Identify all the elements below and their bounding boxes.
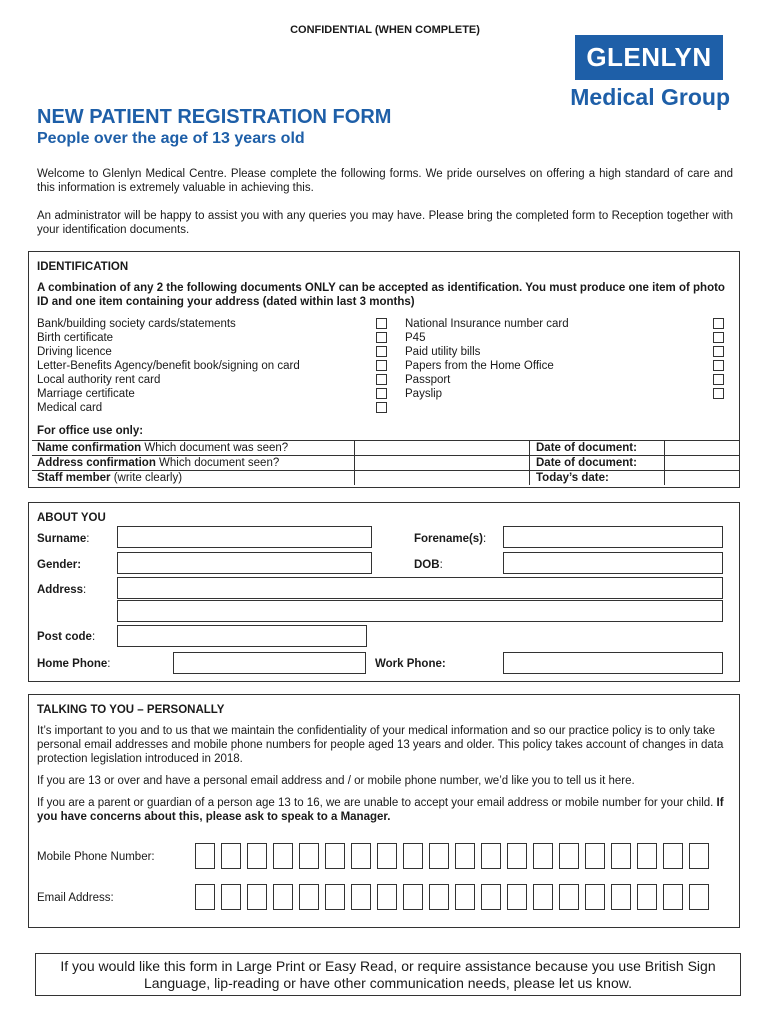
staff-member-hint: (write clearly) — [110, 472, 183, 484]
character-cell[interactable] — [247, 884, 267, 910]
medical-group-logo-text: Medical Group — [570, 84, 730, 110]
character-cell[interactable] — [429, 884, 449, 910]
character-cell[interactable] — [507, 843, 527, 869]
character-cell[interactable] — [455, 884, 475, 910]
postcode-label: Post code: — [37, 631, 96, 643]
date-of-document-label-1: Date of document: — [536, 442, 637, 454]
todays-date-label: Today’s date: — [536, 472, 609, 484]
work-phone-input[interactable] — [503, 652, 723, 674]
character-cell[interactable] — [559, 843, 579, 869]
character-cell[interactable] — [637, 843, 657, 869]
checkbox-home-office-papers[interactable] — [713, 360, 724, 371]
doc-item: Payslip — [405, 388, 443, 400]
dob-input[interactable] — [503, 552, 723, 574]
date-of-document-label-2: Date of document: — [536, 457, 637, 469]
doc-item: Local authority rent card — [37, 374, 161, 386]
character-cell[interactable] — [247, 843, 267, 869]
talking-paragraph-3: If you are a parent or guardian of a person age 13 to 16, we are unable to accept your email address or mobile number for your child. If you have concerns about this, please ask to speak to a Manager. — [37, 797, 724, 823]
checkbox-driving-licence[interactable] — [376, 346, 387, 357]
talking-paragraph-1: It’s important to you and to us that we maintain the confidentiality of your medical information and so our practice policy is to only take personal email addresses and mobile phone numbers for people aged 13 years and older. This policy takes account of changes in data protection legislation introduced in 2018. — [37, 725, 724, 765]
character-cell[interactable] — [325, 843, 345, 869]
character-cell[interactable] — [221, 884, 241, 910]
character-cell[interactable] — [273, 884, 293, 910]
character-cell[interactable] — [351, 843, 371, 869]
glenlyn-logo: GLENLYN — [575, 35, 723, 80]
identification-heading: IDENTIFICATION — [37, 261, 129, 273]
character-cell[interactable] — [663, 884, 683, 910]
address-confirmation-label: Address confirmation — [37, 457, 156, 469]
doc-item: National Insurance number card — [405, 318, 569, 330]
work-phone-label: Work Phone: — [375, 658, 446, 670]
surname-input[interactable] — [117, 526, 372, 548]
home-phone-label: Home Phone: — [37, 658, 111, 670]
doc-item: Paid utility bills — [405, 346, 481, 358]
character-cell[interactable] — [299, 843, 319, 869]
checkbox-utility-bills[interactable] — [713, 346, 724, 357]
name-confirmation-question: Which document was seen? — [141, 442, 289, 454]
character-cell[interactable] — [611, 843, 631, 869]
character-cell[interactable] — [351, 884, 371, 910]
page-subtitle: People over the age of 13 years old — [37, 130, 305, 147]
forename-label: Forename(s): — [414, 533, 487, 545]
mobile-phone-label: Mobile Phone Number: — [37, 851, 155, 863]
character-cell[interactable] — [533, 884, 553, 910]
character-cell[interactable] — [663, 843, 683, 869]
character-cell[interactable] — [533, 843, 553, 869]
character-cell[interactable] — [585, 843, 605, 869]
right-documents-list — [405, 317, 705, 401]
email-address-input[interactable] — [195, 884, 715, 910]
character-cell[interactable] — [455, 843, 475, 869]
office-divider — [354, 440, 355, 485]
page-title: NEW PATIENT REGISTRATION FORM — [37, 106, 392, 128]
office-use-table — [32, 440, 740, 487]
gender-input[interactable] — [117, 552, 372, 574]
character-cell[interactable] — [273, 843, 293, 869]
checkbox-birth-certificate[interactable] — [376, 332, 387, 343]
doc-item: Medical card — [37, 402, 103, 414]
doc-item: Driving licence — [37, 346, 112, 358]
left-documents-list — [37, 317, 367, 415]
character-cell[interactable] — [325, 884, 345, 910]
checkbox-benefits-letter[interactable] — [376, 360, 387, 371]
character-cell[interactable] — [481, 884, 501, 910]
checkbox-medical-card[interactable] — [376, 402, 387, 413]
address-label: Address: — [37, 584, 87, 596]
character-cell[interactable] — [637, 884, 657, 910]
accessibility-note: If you would like this form in Large Print or Easy Read, or require assistance because you use British Sign Language, lip-reading or have other communication needs, please let us know. — [35, 953, 741, 996]
intro-paragraph-1: Welcome to Glenlyn Medical Centre. Please complete the following forms. We pride ourselves on offering a high standard of care and this information is extremely valuable in achieving this. — [37, 168, 733, 194]
office-use-heading: For office use only: — [37, 425, 144, 437]
character-cell[interactable] — [195, 843, 215, 869]
character-cell[interactable] — [299, 884, 319, 910]
checkbox-payslip[interactable] — [713, 388, 724, 399]
character-cell[interactable] — [559, 884, 579, 910]
intro-paragraph-2: An administrator will be happy to assist you with any queries you may have. Please bring the completed form to Reception together with your identification documents. — [37, 210, 733, 236]
character-cell[interactable] — [689, 843, 709, 869]
postcode-input[interactable] — [117, 625, 367, 647]
doc-item: Marriage certificate — [37, 388, 135, 400]
character-cell[interactable] — [507, 884, 527, 910]
doc-item: P45 — [405, 332, 426, 344]
mobile-phone-input[interactable] — [195, 843, 715, 869]
doc-item: Papers from the Home Office — [405, 360, 554, 372]
character-cell[interactable] — [585, 884, 605, 910]
talking-paragraph-2: If you are 13 or over and have a personal email address and / or mobile phone number, we’d like you to tell us it here. — [37, 775, 635, 787]
checkbox-ni-card[interactable] — [713, 318, 724, 329]
character-cell[interactable] — [377, 884, 397, 910]
surname-label: Surname: — [37, 533, 90, 545]
office-row-name — [32, 440, 740, 456]
character-cell[interactable] — [195, 884, 215, 910]
office-row-staff — [32, 470, 740, 486]
confidential-notice: CONFIDENTIAL (WHEN COMPLETE) — [290, 24, 480, 36]
character-cell[interactable] — [481, 843, 501, 869]
character-cell[interactable] — [689, 884, 709, 910]
office-row-address — [32, 455, 740, 471]
talking-heading: TALKING TO YOU – PERSONALLY — [37, 704, 225, 716]
address-input-line-2[interactable] — [117, 600, 723, 622]
about-you-heading: ABOUT YOU — [37, 512, 106, 524]
character-cell[interactable] — [221, 843, 241, 869]
gender-label: Gender: — [37, 559, 82, 571]
checkbox-rent-card[interactable] — [376, 374, 387, 385]
dob-label: DOB: — [414, 559, 443, 571]
doc-item: Letter-Benefits Agency/benefit book/signing on card — [37, 360, 300, 372]
checkbox-passport[interactable] — [713, 374, 724, 385]
home-phone-input[interactable] — [173, 652, 366, 674]
character-cell[interactable] — [611, 884, 631, 910]
character-cell[interactable] — [377, 843, 397, 869]
doc-item: Bank/building society cards/statements — [37, 318, 236, 330]
doc-item: Passport — [405, 374, 451, 386]
address-input-line-1[interactable] — [117, 577, 723, 599]
doc-item: Birth certificate — [37, 332, 114, 344]
character-cell[interactable] — [403, 884, 423, 910]
forename-input[interactable] — [503, 526, 723, 548]
checkbox-bank-statements[interactable] — [376, 318, 387, 329]
address-confirmation-question: Which document seen? — [155, 457, 280, 469]
email-address-label: Email Address: — [37, 892, 114, 904]
checkbox-marriage-certificate[interactable] — [376, 388, 387, 399]
checkbox-p45[interactable] — [713, 332, 724, 343]
staff-member-label: Staff member — [37, 472, 111, 484]
office-divider — [664, 440, 665, 485]
character-cell[interactable] — [429, 843, 449, 869]
name-confirmation-label: Name confirmation — [37, 442, 142, 454]
identification-instruction: A combination of any 2 the following documents ONLY can be accepted as identification. You must produce one item of photo ID and one item containing your address (dated within last 3 months) — [37, 282, 725, 308]
character-cell[interactable] — [403, 843, 423, 869]
office-divider — [529, 440, 530, 485]
